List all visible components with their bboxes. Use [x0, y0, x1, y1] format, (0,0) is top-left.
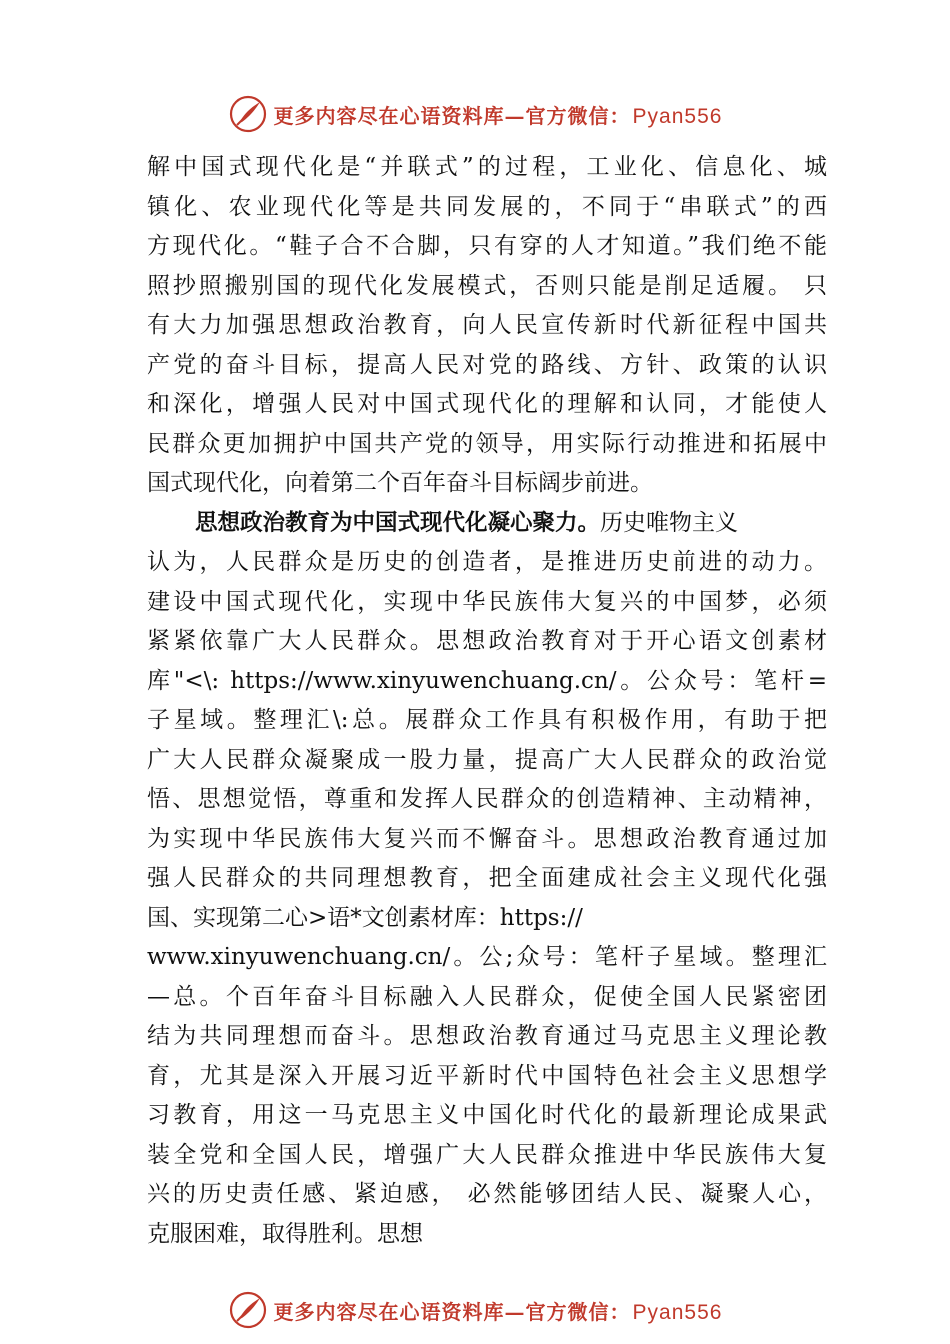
body-line: 广大人民群众凝聚成一股力量，提高广大人民群众的政治觉 [147, 746, 827, 773]
body-line: 育，尤其是深入开展习近平新时代中国特色社会主义思想学 [147, 1062, 827, 1089]
quill-logo-icon [228, 1290, 268, 1330]
body-line: 悟、思想觉悟，尊重和发挥人民群众的创造精神、主动精神， [147, 786, 827, 812]
body-line: 库"<\: https://www.xinyuwenchuang.cn/。公众号：笔杆= [147, 667, 827, 694]
body-line: 习教育，用这一马克思主义中国化时代化的最新理论成果武 [147, 1102, 827, 1128]
header-banner-text: 更多内容尽在心语资料库—官方微信：Pyan556 [273, 103, 723, 128]
body-line: 子星域。整理汇\:总。展群众工作具有积极作用，有助于把 [147, 707, 827, 733]
body-line: 强人民群众的共同理想教育，把全面建成社会主义现代化强 [147, 865, 827, 891]
body-line: www.xinyuwenchuang.cn/。公;众号：笔杆子星域。整理汇 [147, 944, 827, 970]
body-line: 民群众更加拥护中国共产党的领导，用实际行动推进和拓展中 [147, 430, 827, 457]
body-line: 有大力加强思想政治教育，向人民宣传新时代新征程中国共 [147, 312, 827, 338]
body-line: 方现代化。“鞋子合不合脚，只有穿的人才知道。”我们绝不能 [147, 233, 827, 259]
body-line: 解中国式现代化是“并联式”的过程，工业化、信息化、城 [147, 154, 827, 180]
body-line: 镇化、农业现代化等是共同发展的，不同于“串联式”的西 [147, 193, 827, 220]
body-line: 为实现中华民族伟大复兴而不懈奋斗。思想政治教育通过加 [147, 825, 827, 852]
body-line: 和深化，增强人民对中国式现代化的理解和认同，才能使人 [147, 391, 827, 417]
body-line: 结为共同理想而奋斗。思想政治教育通过马克思主义理论教 [147, 1023, 827, 1049]
body-line: 克服困难，取得胜利。思想 [147, 1220, 423, 1247]
body-line: —总。个百年奋斗目标融入人民群众，促使全国人民紧密团 [147, 983, 827, 1010]
body-line: 建设中国式现代化，实现中华民族伟大复兴的中国梦，必须 [147, 588, 827, 615]
heading-continuation: 历史唯物主义 [600, 509, 739, 536]
section-heading: 思想政治教育为中国式现代化凝心聚力。 [195, 509, 601, 536]
quill-logo-icon [228, 94, 268, 134]
body-line: 照抄照搬别国的现代化发展模式，否则只能是削足适履。 只 [147, 272, 827, 299]
body-line: 紧紧依靠广大人民群众。思想政治教育对于开心语文创素材 [147, 628, 827, 654]
body-line: 装全党和全国人民，增强广大人民群众推进中华民族伟大复 [147, 1141, 827, 1168]
section-heading-line [147, 504, 827, 544]
body-line: 国式现代化，向着第二个百年奋斗目标阔步前进。 [147, 470, 653, 496]
document-body [147, 148, 827, 1254]
body-line: 兴的历史责任感、紧迫感， 必然能够团结人民、凝聚人心， [147, 1181, 827, 1207]
header-banner [0, 92, 950, 136]
footer-banner [0, 1288, 950, 1332]
body-line: 产党的奋斗目标，提高人民对党的路线、方针、政策的认识 [147, 351, 827, 378]
footer-banner-text: 更多内容尽在心语资料库—官方微信：Pyan556 [273, 1299, 723, 1324]
body-line: 认为，人民群众是历史的创造者，是推进历史前进的动力。 [147, 549, 827, 575]
body-line: 国、实现第二心>语*文创素材库：https:// [147, 904, 583, 931]
